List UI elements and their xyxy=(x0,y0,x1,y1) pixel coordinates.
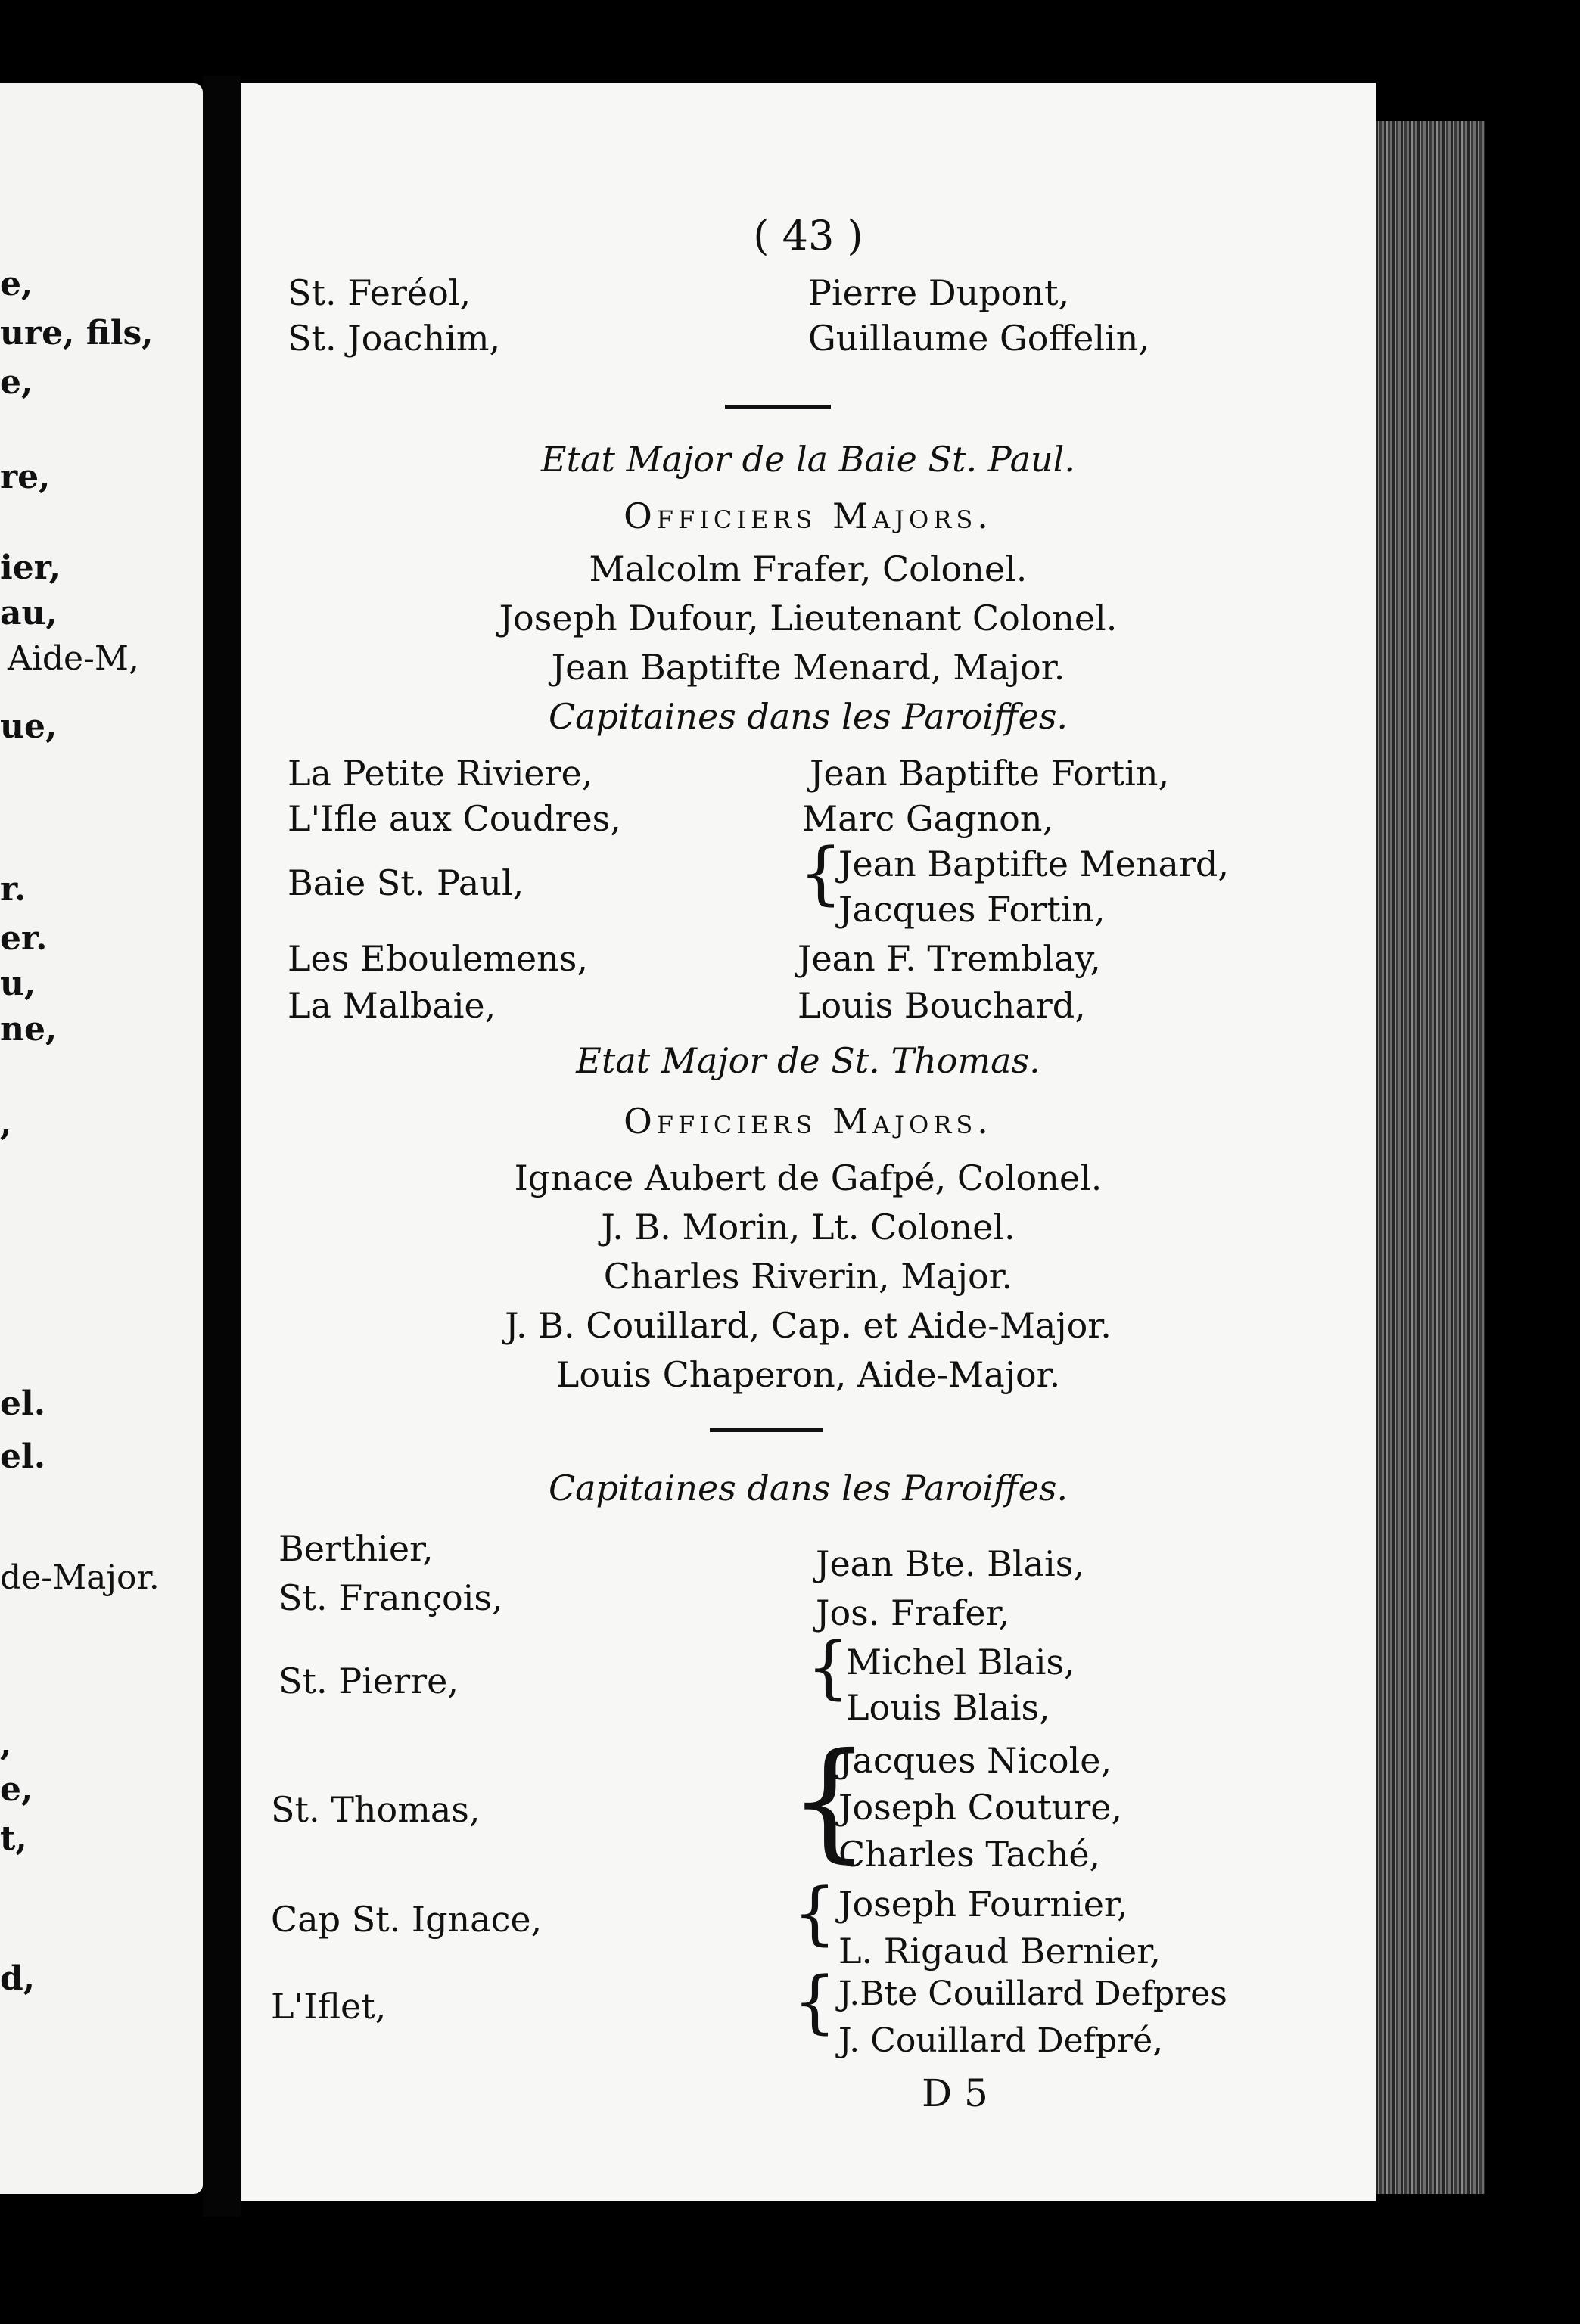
officer-line: Jean Baptifte Menard, Major. xyxy=(551,647,1065,688)
fragment: ier, xyxy=(0,548,61,587)
row-left: St. Feréol, xyxy=(288,272,471,313)
captain-name: Jacques Nicole, xyxy=(838,1740,1112,1781)
captain-name: Louis Bouchard, xyxy=(798,985,1086,1026)
officer-line: Malcolm Frafer, Colonel. xyxy=(589,548,1028,589)
fragment: , xyxy=(0,1105,12,1143)
captain-name: J.Bte Couillard Defpres xyxy=(838,1974,1227,2013)
row-right: Pierre Dupont, xyxy=(808,272,1070,313)
fragment: er. xyxy=(0,919,48,958)
fragment: ure, fils, xyxy=(0,314,154,353)
officers-heading: Officiers Majors. xyxy=(624,496,993,536)
fragment: r. xyxy=(0,870,26,909)
fragment: u, xyxy=(0,965,36,1003)
captain-name: Jean Bte. Blais, xyxy=(816,1543,1084,1584)
captain-name: Jos. Frafer, xyxy=(816,1592,1010,1633)
parish-name: Berthier, xyxy=(278,1528,434,1569)
fragment: el. xyxy=(0,1437,46,1476)
fragment: re, xyxy=(0,458,51,496)
fragment: au, xyxy=(0,594,58,632)
fragment: e, xyxy=(0,363,33,402)
row-left: St. Joachim, xyxy=(288,318,501,359)
signature-mark: D 5 xyxy=(922,2071,988,2115)
fragment: de-Major. xyxy=(0,1558,160,1597)
captains-heading: Capitaines dans les Paroiffes. xyxy=(548,696,1068,737)
fragment: , xyxy=(0,1725,12,1763)
parish-name: L'Ifle aux Coudres, xyxy=(288,798,621,839)
captain-name: Joseph Couture, xyxy=(838,1787,1123,1828)
section-rule xyxy=(725,405,831,409)
captains-heading: Capitaines dans les Paroiffes. xyxy=(548,1468,1068,1508)
captain-name: Charles Taché, xyxy=(838,1834,1101,1875)
brace: { xyxy=(799,834,843,913)
captain-name: Jacques Fortin, xyxy=(838,889,1106,930)
captain-name: Jean Baptifte Fortin, xyxy=(810,753,1170,794)
captain-name: Jean Baptifte Menard, xyxy=(838,844,1229,884)
parish-name: St. Thomas, xyxy=(271,1789,481,1830)
officer-line: J. B. Couillard, Cap. et Aide-Major. xyxy=(505,1305,1112,1346)
brace: { xyxy=(788,1726,871,1875)
section-title: Etat Major de St. Thomas. xyxy=(576,1040,1040,1081)
parish-name: Baie St. Paul, xyxy=(288,862,524,903)
captain-name: Michel Blais, xyxy=(846,1642,1075,1682)
parish-name: Cap St. Ignace, xyxy=(271,1899,543,1940)
captain-name: Joseph Fournier, xyxy=(838,1884,1128,1925)
parish-name: Les Eboulemens, xyxy=(288,938,588,979)
fragment: Aide-M, xyxy=(8,639,139,678)
fragment: e, xyxy=(0,265,33,303)
fragment: ne, xyxy=(0,1010,58,1049)
captain-name: Louis Blais, xyxy=(846,1687,1050,1728)
captain-name: L. Rigaud Bernier, xyxy=(838,1931,1161,1971)
parish-name: L'Iflet, xyxy=(271,1986,387,2027)
fragment: el. xyxy=(0,1384,46,1423)
officer-line: J. B. Morin, Lt. Colonel. xyxy=(601,1207,1015,1247)
captain-name: J. Couillard Defpré, xyxy=(838,2021,1164,2060)
book-page xyxy=(241,83,1376,2201)
parish-name: St. François, xyxy=(278,1577,503,1618)
page-number: ( 43 ) xyxy=(753,212,863,259)
fragment: e, xyxy=(0,1770,33,1809)
book-gutter xyxy=(203,76,241,2217)
captain-name: Jean F. Tremblay, xyxy=(798,938,1101,979)
row-right: Guillaume Goffelin, xyxy=(808,318,1150,359)
fragment: ue, xyxy=(0,707,58,746)
captain-name: Marc Gagnon, xyxy=(802,798,1054,839)
brace: { xyxy=(793,1874,837,1953)
parish-name: La Petite Riviere, xyxy=(288,753,593,794)
fragment: t, xyxy=(0,1819,27,1858)
officer-line: Louis Chaperon, Aide-Major. xyxy=(555,1354,1061,1395)
previous-page-edge xyxy=(0,83,203,2194)
brace: { xyxy=(793,1962,837,2042)
officers-heading: Officiers Majors. xyxy=(624,1101,993,1142)
parish-name: St. Pierre, xyxy=(278,1661,459,1701)
officer-line: Charles Riverin, Major. xyxy=(603,1256,1013,1297)
brace: { xyxy=(807,1628,851,1707)
officer-line: Joseph Dufour, Lieutenant Colonel. xyxy=(499,598,1118,638)
fragment: d, xyxy=(0,1959,36,1998)
parish-name: La Malbaie, xyxy=(288,985,496,1026)
officer-line: Ignace Aubert de Gafpé, Colonel. xyxy=(514,1157,1103,1198)
section-title: Etat Major de la Baie St. Paul. xyxy=(540,439,1076,480)
page-block-edge xyxy=(1371,121,1485,2194)
section-rule xyxy=(710,1428,823,1432)
